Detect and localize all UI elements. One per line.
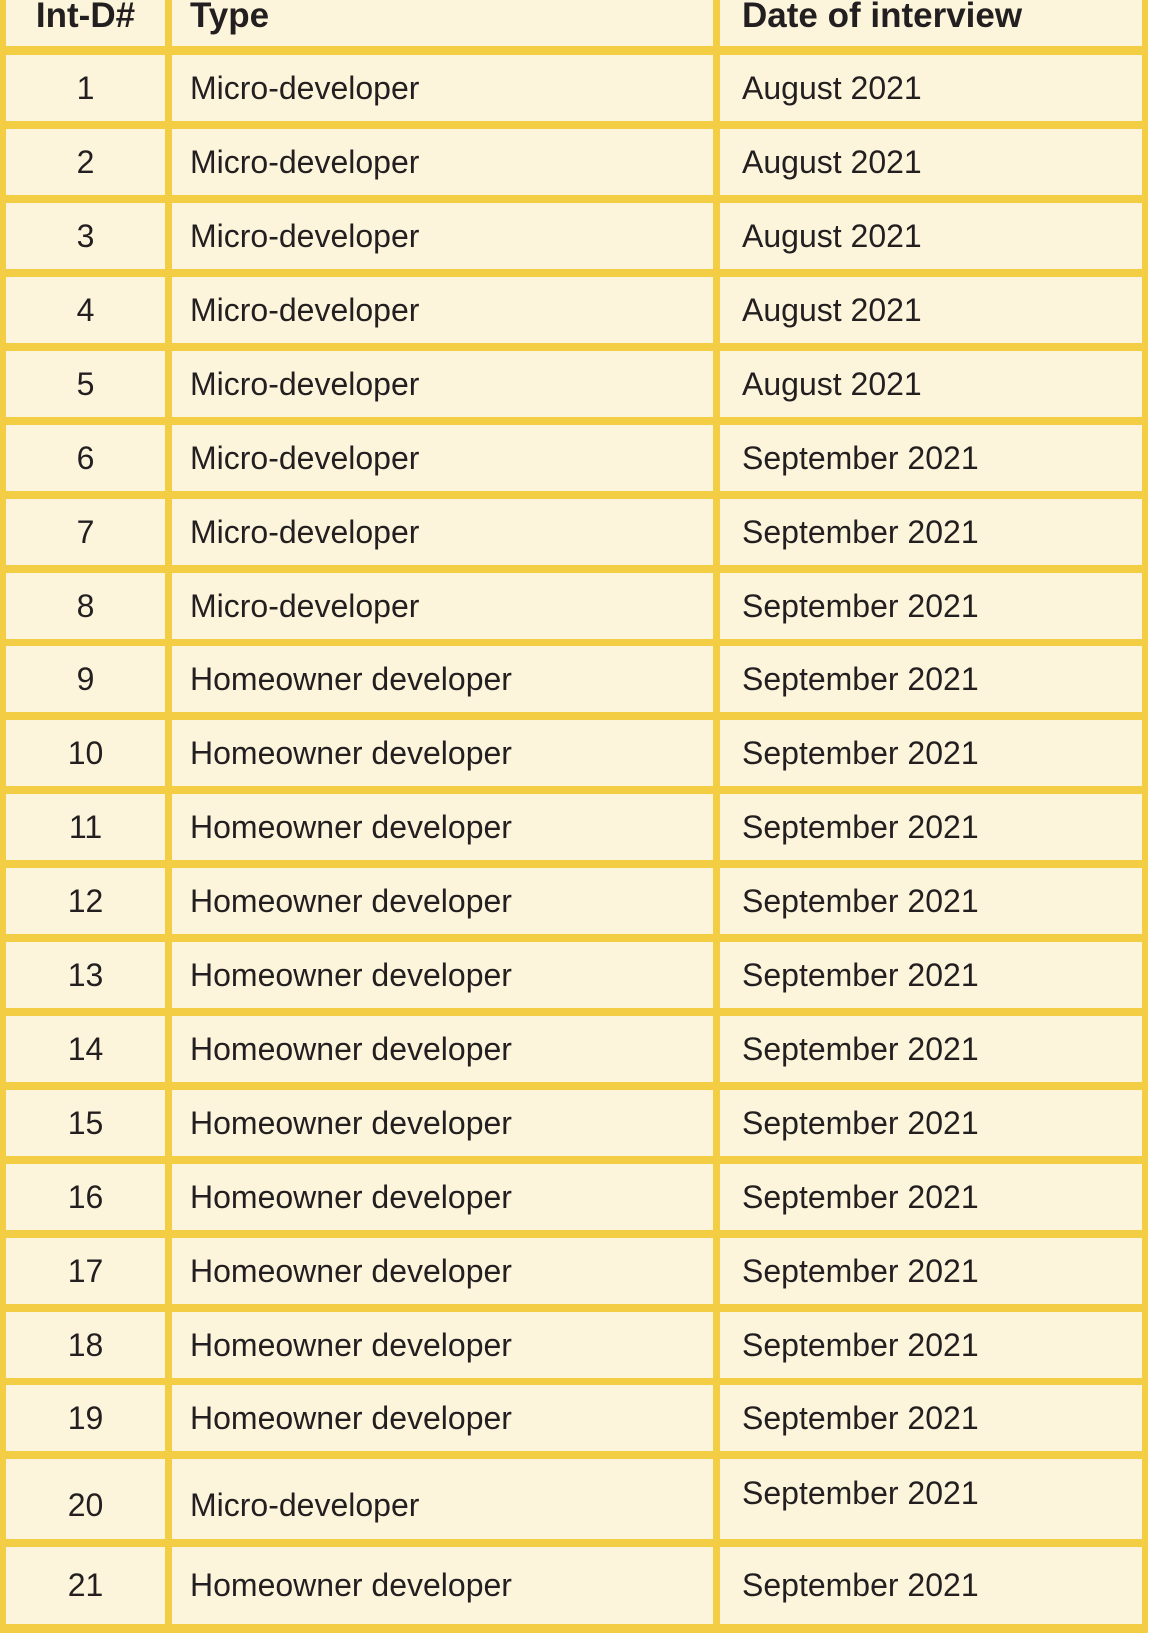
header-type-label: Type (190, 0, 270, 35)
table-row (6, 1090, 1142, 1156)
cell-date: September 2021 (720, 1459, 1142, 1539)
cell-date: September 2021 (720, 1238, 1142, 1304)
cell-id: 20 (6, 1459, 165, 1539)
table-row (6, 351, 1142, 417)
cell-id: 19 (6, 1385, 165, 1451)
cell-id: 2 (6, 129, 165, 195)
cell-type: Micro-developer (172, 203, 713, 269)
table-row (6, 720, 1142, 786)
cell-id: 6 (6, 425, 165, 491)
cell-type: Micro-developer (172, 55, 713, 121)
cell-date: August 2021 (720, 55, 1142, 121)
table-row (6, 1385, 1142, 1451)
cell-date: September 2021 (720, 1164, 1142, 1230)
cell-date: September 2021 (720, 1312, 1142, 1378)
header-cell-date (720, 0, 1142, 46)
cell-date: August 2021 (720, 351, 1142, 417)
cell-id: 12 (6, 868, 165, 934)
table-row (6, 794, 1142, 860)
cell-id: 21 (6, 1547, 165, 1624)
cell-id: 4 (6, 277, 165, 343)
cell-date: August 2021 (720, 129, 1142, 195)
table-header-row (6, 0, 1142, 46)
cell-type: Homeowner developer (172, 1238, 713, 1304)
cell-date: September 2021 (720, 499, 1142, 565)
cell-date: September 2021 (720, 720, 1142, 786)
cell-type: Micro-developer (172, 277, 713, 343)
table-row (6, 1164, 1142, 1230)
cell-id: 15 (6, 1090, 165, 1156)
cell-id: 13 (6, 942, 165, 1008)
cell-type: Micro-developer (172, 499, 713, 565)
table-row (6, 499, 1142, 565)
table-row (6, 942, 1142, 1008)
cell-id: 18 (6, 1312, 165, 1378)
table-row (6, 203, 1142, 269)
cell-id: 17 (6, 1238, 165, 1304)
header-cell-id (6, 0, 165, 46)
table-row (6, 1459, 1142, 1539)
header-id-label: Int-D# (35, 0, 136, 35)
cell-type: Homeowner developer (172, 1385, 713, 1451)
cell-type: Micro-developer (172, 425, 713, 491)
table-row (6, 55, 1142, 121)
table-row (6, 573, 1142, 639)
cell-id: 5 (6, 351, 165, 417)
cell-date: September 2021 (720, 942, 1142, 1008)
cell-type: Homeowner developer (172, 720, 713, 786)
header-cell-type (172, 0, 713, 46)
cell-date: September 2021 (720, 573, 1142, 639)
cell-id: 14 (6, 1016, 165, 1082)
cell-type: Homeowner developer (172, 1547, 713, 1624)
cell-type: Homeowner developer (172, 1312, 713, 1378)
cell-type: Homeowner developer (172, 942, 713, 1008)
cell-date: September 2021 (720, 794, 1142, 860)
cell-type: Homeowner developer (172, 1164, 713, 1230)
cell-date: September 2021 (720, 425, 1142, 491)
cell-date: September 2021 (720, 1090, 1142, 1156)
cell-date: September 2021 (720, 1016, 1142, 1082)
cell-type: Homeowner developer (172, 1090, 713, 1156)
header-date-label: Date of interview (742, 0, 1023, 35)
cell-id: 7 (6, 499, 165, 565)
table-row (6, 1016, 1142, 1082)
cell-date: August 2021 (720, 277, 1142, 343)
table-row (6, 1547, 1142, 1624)
cell-date: September 2021 (720, 868, 1142, 934)
table-row (6, 1312, 1142, 1378)
cell-id: 3 (6, 203, 165, 269)
table-row (6, 1238, 1142, 1304)
cell-type: Micro-developer (172, 1459, 713, 1539)
cell-type: Micro-developer (172, 129, 713, 195)
cell-date: September 2021 (720, 646, 1142, 712)
table-row (6, 129, 1142, 195)
cell-type: Homeowner developer (172, 868, 713, 934)
cell-id: 11 (6, 794, 165, 860)
cell-date: September 2021 (720, 1385, 1142, 1451)
cell-date: August 2021 (720, 203, 1142, 269)
cell-id: 1 (6, 55, 165, 121)
cell-date: September 2021 (720, 1547, 1142, 1624)
table-row (6, 277, 1142, 343)
cell-id: 9 (6, 646, 165, 712)
table-row (6, 868, 1142, 934)
cell-type: Homeowner developer (172, 646, 713, 712)
cell-id: 8 (6, 573, 165, 639)
cell-type: Homeowner developer (172, 1016, 713, 1082)
cell-type: Micro-developer (172, 351, 713, 417)
cell-id: 16 (6, 1164, 165, 1230)
table-row (6, 425, 1142, 491)
table-row (6, 646, 1142, 712)
cell-type: Micro-developer (172, 573, 713, 639)
cell-id: 10 (6, 720, 165, 786)
cell-type: Homeowner developer (172, 794, 713, 860)
